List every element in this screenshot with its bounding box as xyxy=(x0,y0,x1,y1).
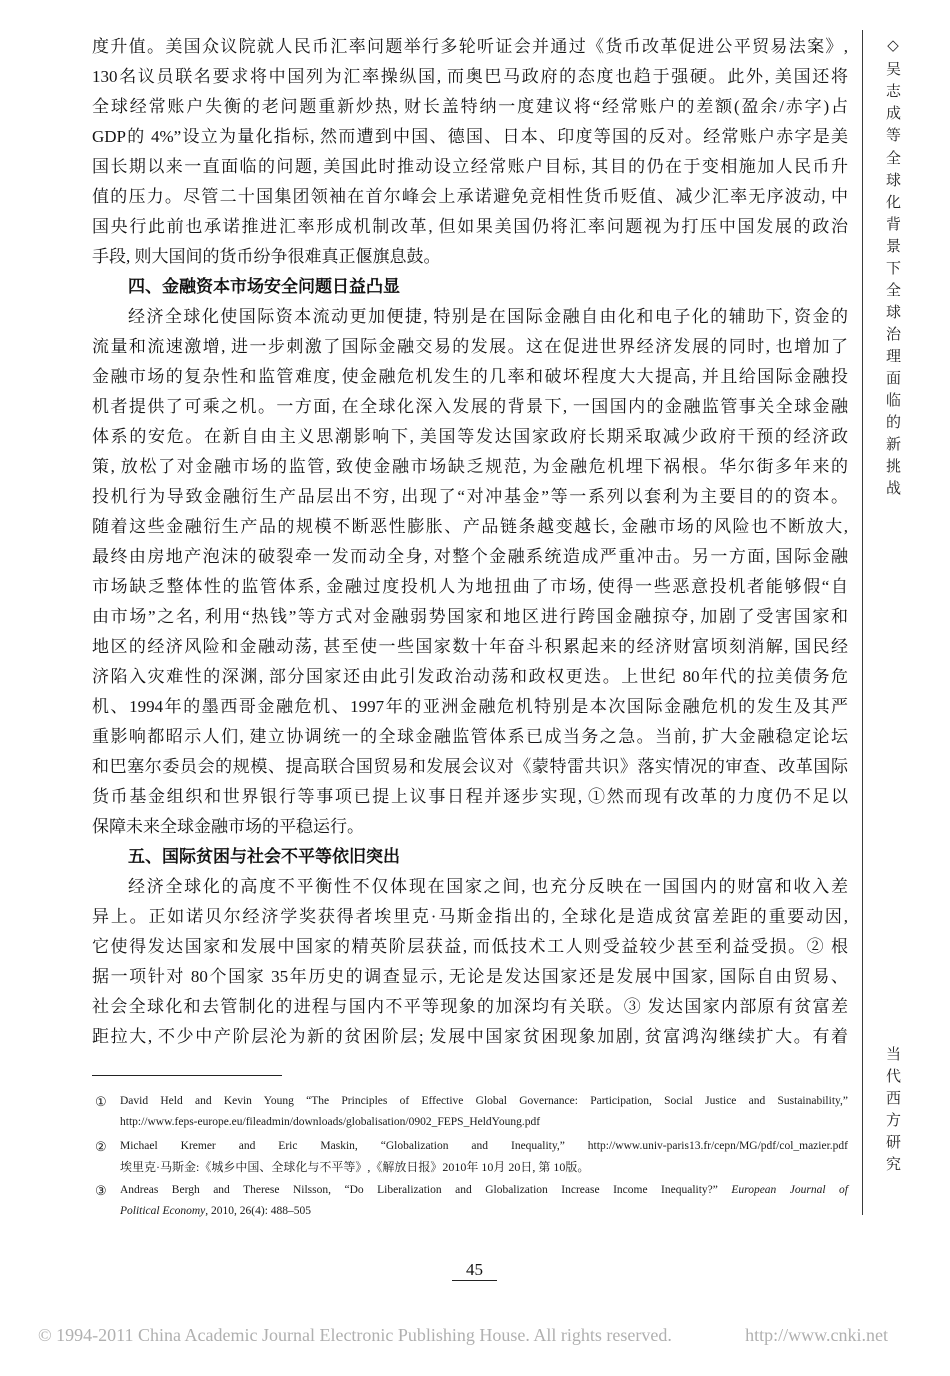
text-line: 货币基金组织和世界银行等事项已提上议事日程并逐步实现, ①然而现有改革的力度仍不足以 xyxy=(92,787,848,806)
text-line: 金融市场的复杂性和监管难度, 使金融危机发生的几率和破坏程度大大提高, 并且给国际金融投 xyxy=(92,367,848,386)
text-line: 由市场”之名, 利用“热钱”等方式对金融弱势国家和地区进行跨国金融掠夺, 加剧了受害国家和 xyxy=(92,607,848,626)
footnote-line xyxy=(120,1201,848,1222)
section-heading-5: 五、国际贫困与社会不平等依旧突出 xyxy=(128,847,400,866)
text-line: 经济全球化使国际资本流动更加便捷, 特别是在国际金融自由化和电子化的辅助下, 资金的 xyxy=(128,307,848,326)
footnote-journal-title: European Journal of xyxy=(731,1184,848,1196)
footnote-1 xyxy=(95,1091,848,1133)
footnote-line: http://www.feps-europe.eu/fileadmin/downloads/globalisation/0902_FEPS_HeldYoung.pdf xyxy=(120,1116,541,1128)
footnote-citation-detail: , 2010, 26(4): 488–505 xyxy=(205,1205,312,1217)
text-line: 异上。正如诺贝尔经济学奖获得者埃里克·马斯金指出的, 全球化是造成贫富差距的重要动因, xyxy=(92,907,848,926)
text-line: 经济全球化的高度不平衡性不仅体现在国家之间, 也充分反映在一国国内的财富和收入差 xyxy=(128,877,848,896)
footnote-marker: ③ xyxy=(95,1183,107,1198)
text-line: 机者提供了可乘之机。一方面, 在全球化深入发展的背景下, 一国国内的金融监管事关全球金融 xyxy=(92,397,848,416)
text-line: 它使得发达国家和发展中国家的精英阶层获益, 而低技术工人则受益较少甚至利益受损。② 根 xyxy=(92,937,848,956)
text-line: 距拉大, 不少中产阶层沦为新的贫困阶层; 发展中国家贫困现象加剧, 贫富鸿沟继续扩大。有着 xyxy=(92,1027,848,1046)
footnote-body xyxy=(120,1180,848,1222)
footnote-3 xyxy=(95,1180,848,1222)
text-line: GDP的 4%”设立为量化指标, 然而遭到中国、德国、日本、印度等国的反对。经常账户赤字是美 xyxy=(92,127,848,146)
text-line: 最终由房地产泡沫的破裂牵一发而动全身, 对整个金融系统造成严重冲击。另一方面, 国际金融 xyxy=(92,547,848,566)
text-line: 保障未来全球金融市场的平稳运行。 xyxy=(92,817,364,836)
text-line: 据一项针对 80个国家 35年历史的调查显示, 无论是发达国家还是发展中国家, 国际自由贸易、 xyxy=(92,967,848,986)
page-number: 45 xyxy=(452,1260,497,1281)
footnote-separator xyxy=(92,1075,282,1076)
footnote-line xyxy=(120,1180,848,1201)
footnote-journal-title: Political Economy xyxy=(120,1205,206,1217)
running-head-journal: 当代西方研究 xyxy=(884,1046,902,1178)
text-line: 国央行此前也承诺推进汇率形成机制改革, 但如果美国仍将汇率问题视为打压中国发展的政治 xyxy=(92,217,848,236)
text-line: 手段, 则大国间的货币纷争很难真正偃旗息鼓。 xyxy=(92,247,441,266)
text-line: 策, 放松了对金融市场的监管, 致使金融市场缺乏规范, 为金融危机埋下祸根。华尔街多年来的 xyxy=(92,457,848,476)
footnote-body xyxy=(120,1091,848,1133)
footnote-marker: ② xyxy=(95,1139,107,1154)
text-line: 体系的安危。在新自由主义思潮影响下, 美国等发达国家政府长期采取减少政府干预的经济政 xyxy=(92,427,848,446)
text-line: 和巴塞尔委员会的规模、提高联合国贸易和发展会议对《蒙特雷共识》落实情况的审查、改革国际 xyxy=(92,757,848,776)
running-head-author: ◇吴志成等 xyxy=(884,36,902,149)
footnote-citation-lead: Andreas Bergh and Therese Nilsson, “Do Liberalization and Globalization Increase Income Inequality?” xyxy=(120,1184,718,1196)
main-text-column xyxy=(92,32,848,1052)
footnote-line: Michael Kremer and Eric Maskin, “Globalization and Inequality,” http://www.univ-paris13.fr/cepn/MG/pdf/col_mazier.pdf xyxy=(120,1140,848,1152)
paragraph-poverty-inequality xyxy=(92,872,848,1052)
footnote-line: 埃里克·马斯金:《城乡中国、全球化与不平等》,《解放日报》2010年 10月 20日, 第 10版。 xyxy=(120,1160,590,1174)
text-line: 机、1994年的墨西哥金融危机、1997年的亚洲金融危机特别是本次国际金融危机的发生及其严 xyxy=(92,697,848,716)
text-line: 投机行为导致金融衍生产品层出不穷, 出现了“对冲基金”等一系列以套利为主要目的的资本。 xyxy=(92,487,848,506)
paragraph-currency-dispute xyxy=(92,32,848,272)
text-line: 市场缺乏整体性的监管体系, 金融过度投机人为地扭曲了市场, 使得一些恶意投机者能够假“自 xyxy=(92,577,848,596)
footnote-2 xyxy=(95,1136,848,1178)
running-head-article-title: 全球化背景下全球治理面临的新挑战 xyxy=(884,150,902,502)
copyright-notice: © 1994-2011 China Academic Journal Electronic Publishing House. All rights reserved. xyxy=(38,1325,672,1345)
text-line: 地区的经济风险和金融动荡, 甚至使一些国家数十年奋斗积累起来的经济财富顷刻消解, 国民经 xyxy=(92,637,848,656)
paragraph-financial-markets xyxy=(92,302,848,842)
text-line: 流量和流速激增, 进一步刺激了国际金融交易的发展。这在促进世界经济发展的同时, 也增加了 xyxy=(92,337,848,356)
text-line: 全球经常账户失衡的老问题重新炒热, 财长盖特纳一度建议将“经常账户的差额(盈余/赤字)占 xyxy=(92,97,848,116)
publisher-url: http://www.cnki.net xyxy=(745,1325,888,1345)
text-line: 度升值。美国众议院就人民币汇率问题举行多轮听证会并通过《货币改革促进公平贸易法案》, xyxy=(92,37,848,56)
margin-divider-line xyxy=(862,30,863,1215)
text-line: 随着这些金融衍生产品的规模不断恶性膨胀、产品链条越变越长, 金融市场的风险也不断放大, xyxy=(92,517,848,536)
footnote-body xyxy=(120,1136,848,1178)
section-heading-4: 四、金融资本市场安全问题日益凸显 xyxy=(128,277,400,296)
footnote-marker: ① xyxy=(95,1094,107,1109)
text-line: 重影响都昭示人们, 建立协调统一的全球金融监管体系已成当务之急。当前, 扩大金融稳定论坛 xyxy=(92,727,848,746)
footnote-line: David Held and Kevin Young “The Principles of Effective Global Governance: Participation, Social Justice and Sustainability,” xyxy=(120,1095,848,1107)
text-line: 值的压力。尽管二十国集团领袖在首尔峰会上承诺避免竞相性货币贬值、减少汇率无序波动, 中 xyxy=(92,187,848,206)
text-line: 济陷入灾难性的深渊, 部分国家还由此引发政治动荡和政权更迭。上世纪 80年代的拉美债务危 xyxy=(92,667,848,686)
text-line: 130名议员联名要求将中国列为汇率操纵国, 而奥巴马政府的态度也趋于强硬。此外, 美国还将 xyxy=(92,67,848,86)
text-line: 国长期以来一直面临的问题, 美国此时推动设立经常账户目标, 其目的仍在于变相施加人民币升 xyxy=(92,157,848,176)
text-line: 社会全球化和去管制化的进程与国内不平等现象的加深均有关联。③ 发达国家内部原有贫富差 xyxy=(92,997,848,1016)
